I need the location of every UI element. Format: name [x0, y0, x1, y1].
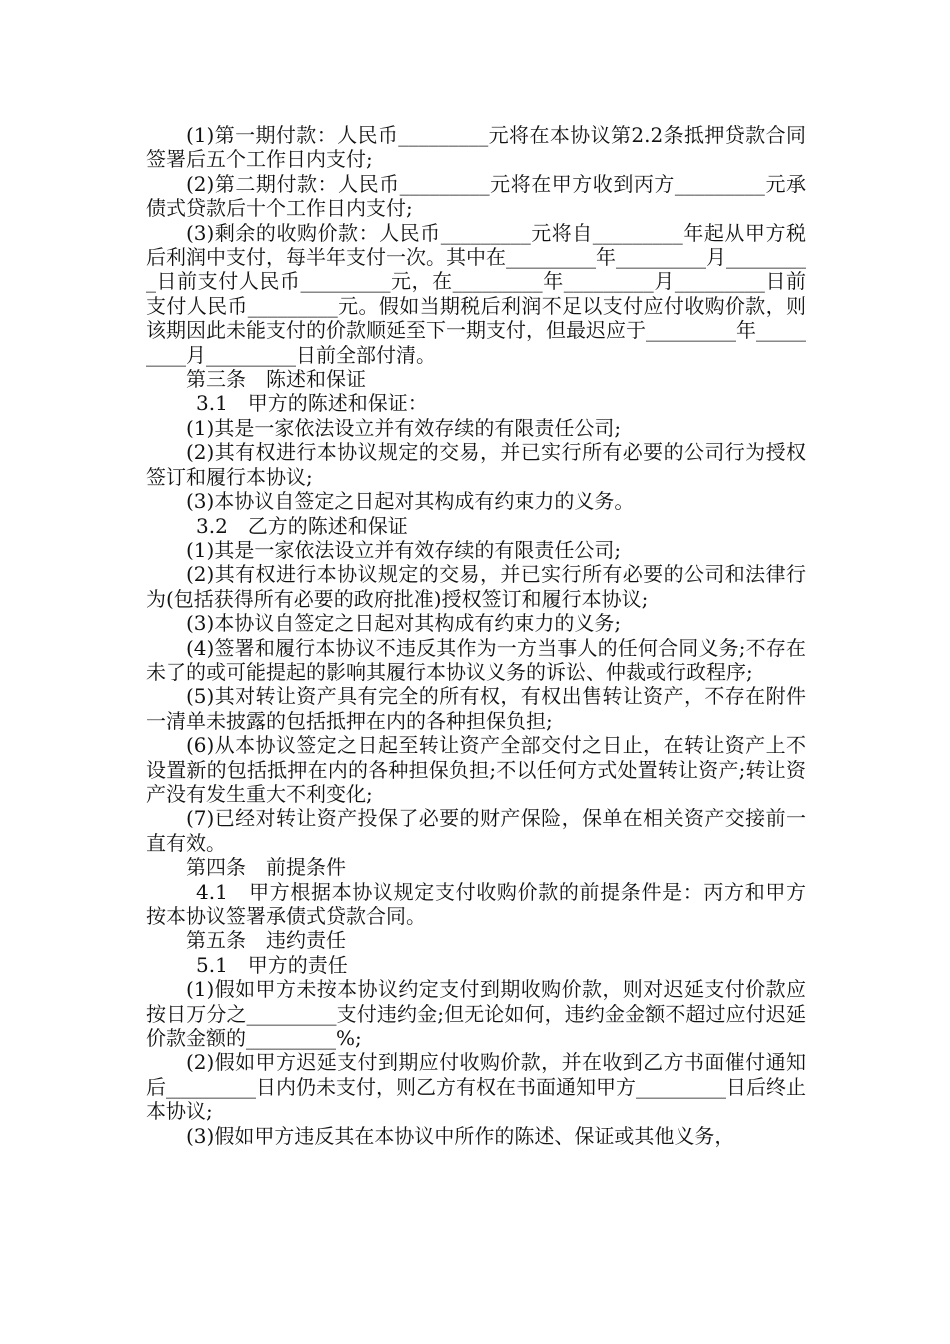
heading-article-5: 第五条 违约责任 — [186, 928, 346, 953]
paragraph-5-1-item-2: (2)假如甲方迟延支付到期应付收购价款，并在收到乙方书面催付通知后_________日内仍未支付，则乙方有权在书面通知甲方_________日后终止本协议; — [146, 1050, 806, 1124]
paragraph-payment-2: (2)第二期付款：人民币_________元将在甲方收到丙方_________元承债式贷款后十个工作日内支付; — [146, 171, 806, 221]
paragraph-5-1-item-3: (3)假如甲方违反其在本协议中所作的陈述、保证或其他义务， — [186, 1123, 735, 1148]
heading-article-4: 第四条 前提条件 — [186, 855, 346, 880]
paragraph-3-2-item-1: (1)其是一家依法设立并有效存续的有限责任公司; — [186, 537, 622, 562]
heading-section-3-2: 3.2 乙方的陈述和保证 — [196, 513, 408, 538]
heading-section-5-1: 5.1 甲方的责任 — [196, 952, 348, 977]
document-page — [146, 123, 806, 1148]
paragraph-3-2-item-2: (2)其有权进行本协议规定的交易，并已实行所有必要的公司和法律行为(包括获得所有必要的政府批准)授权签订和履行本协议; — [146, 562, 806, 611]
paragraph-3-2-item-5: (5)其对转让资产具有完全的所有权，有权出售转让资产，不存在附件一清单未披露的包括抵押在内的各种担保负担; — [146, 684, 806, 733]
paragraph-3-2-item-6: (6)从本协议签定之日起至转让资产全部交付之日止，在转让资产上不设置新的包括抵押在内的各种担保负担;不以任何方式处置转让资产;转让资产没有发生重大不利变化; — [146, 733, 806, 806]
paragraph-3-1-item-2: (2)其有权进行本协议规定的交易，并已实行所有必要的公司行为授权签订和履行本协议; — [146, 440, 806, 489]
paragraph-3-1-item-1: (1)其是一家依法设立并有效存续的有限责任公司; — [186, 415, 622, 440]
paragraph-3-1-item-3: (3)本协议自签定之日起对其构成有约束力的义务。 — [186, 489, 635, 514]
heading-section-3-1: 3.1 甲方的陈述和保证： — [196, 391, 428, 416]
paragraph-5-1-item-1: (1)假如甲方未按本协议约定支付到期收购价款，则对迟延支付价款应按日万分之_________支付违约金;但无论如何，违约金金额不超过应付迟延价款金额的_________%; — [146, 977, 806, 1051]
paragraph-payment-1: (1)第一期付款：人民币_________元将在本协议第2.2条抵押贷款合同签署后五个工作日内支付; — [146, 123, 806, 172]
heading-article-3: 第三条 陈述和保证 — [186, 367, 366, 392]
paragraph-section-4-1: 4.1 甲方根据本协议规定支付收购价款的前提条件是：丙方和甲方按本协议签署承债式贷款合同。 — [146, 879, 806, 928]
paragraph-3-2-item-7: (7)已经对转让资产投保了必要的财产保险，保单在相关资产交接前一直有效。 — [146, 806, 806, 855]
paragraph-payment-3: (3)剩余的收购价款：人民币_________元将自_________年起从甲方税后利润中支付，每半年支付一次。其中在_________年_________月_________日前支付人民币_________元，在_________年_________月_________日前支付人民币_________元。假如当期税后利润不足以支付应付收购价款，则该期因此未能支付的价款顺延至下一期支付，但最迟应于_________年_________月_________日前全部付清。 — [146, 220, 806, 367]
paragraph-3-2-item-3: (3)本协议自签定之日起对其构成有约束力的义务; — [186, 611, 622, 636]
paragraph-3-2-item-4: (4)签署和履行本协议不违反其作为一方当事人的任何合同义务;不存在未了的或可能提起的影响其履行本协议义务的诉讼、仲裁或行政程序; — [146, 635, 806, 684]
